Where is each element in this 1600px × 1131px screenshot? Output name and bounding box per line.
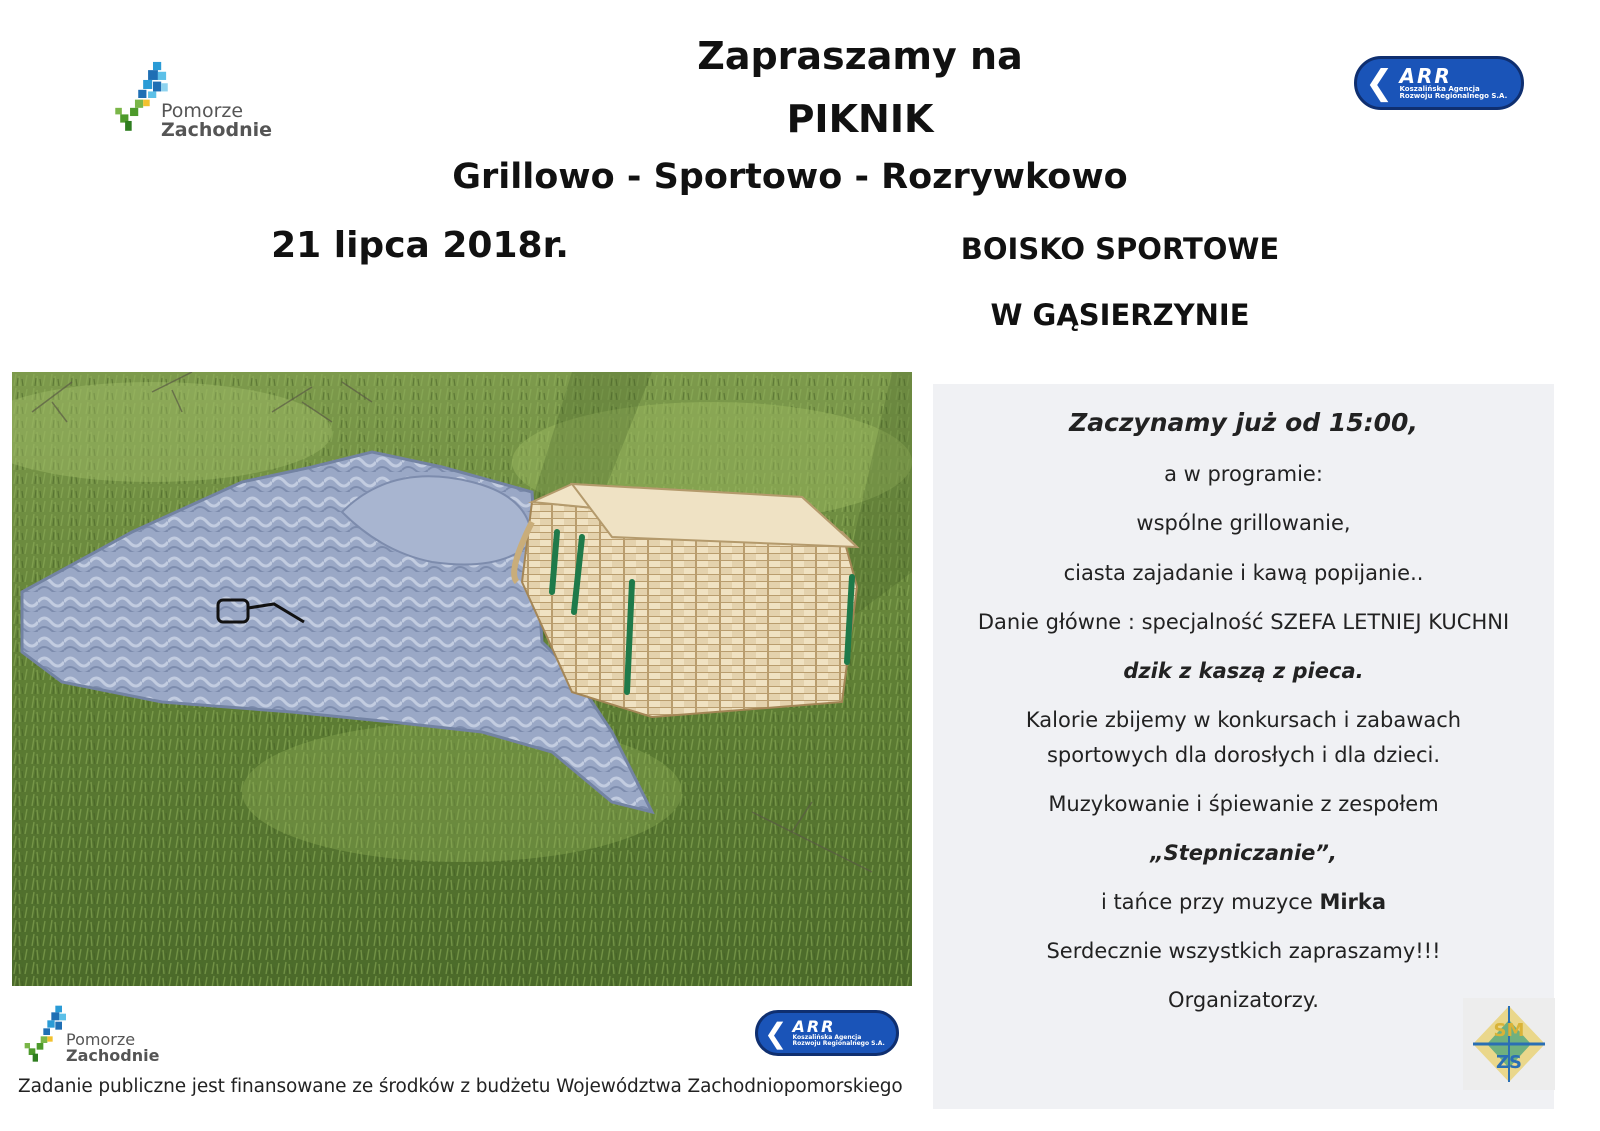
program-dish-name: dzik z kaszą z pieca. — [1123, 659, 1364, 683]
program-item-grill: wspólne grillowanie, — [1136, 511, 1351, 535]
arr-wordmark: ARR — [1399, 64, 1452, 88]
program-band: „Stepniczanie”, — [1150, 841, 1337, 865]
zachodnie-label: Zachodnie — [161, 119, 272, 141]
smzs-top-label: SM — [1493, 1020, 1525, 1041]
pomorze-zachodnie-logo — [112, 40, 272, 144]
program-dance-name: Mirka — [1319, 890, 1387, 914]
program-closing: Serdecznie wszystkich zapraszamy!!! — [1046, 939, 1441, 963]
footer-pomorze-label: Pomorze — [66, 1030, 136, 1049]
program-intro: a w programie: — [1164, 462, 1323, 486]
program-calories-1: Kalorie zbijemy w konkursach i zabawach — [1025, 708, 1462, 732]
program-main-dish: Danie główne : specjalność SZEFA LETNIEJ KUCHNI — [977, 610, 1510, 634]
picnic-photo — [12, 372, 912, 986]
program-dance-prefix: i tańce przy muzyce — [1100, 890, 1320, 914]
footer-arr-logo — [755, 1010, 899, 1056]
smzs-logo — [1463, 998, 1555, 1090]
arr-chevron-icon: ❮ — [1365, 63, 1394, 103]
arr-name-line-1: Koszalińska Agencja — [1399, 85, 1480, 93]
smzs-mark-icon — [1463, 998, 1555, 1090]
footer-arr-name-line-2: Rozwoju Regionalnego S.A. — [792, 1040, 885, 1047]
venue-line-1: BOISKO SPORTOWE — [960, 232, 1280, 266]
footer-arr-chevron-icon: ❮ — [764, 1016, 788, 1050]
smzs-bottom-label: ZS — [1495, 1052, 1523, 1073]
event-title: PIKNIK — [786, 97, 934, 141]
pomorze-label: Pomorze — [161, 100, 244, 122]
footer-pomorze-zachodnie-logo — [22, 1000, 182, 1066]
event-subtitle: Grillowo - Sportowo - Rozrywkowo — [452, 157, 1128, 197]
program-dance — [933, 890, 1554, 914]
program-signature: Organizatorzy. — [1168, 988, 1319, 1012]
program-panel — [933, 384, 1554, 1109]
program-calories-2: sportowych dla dorosłych i dla dzieci. — [1046, 743, 1441, 767]
arr-logo — [1354, 56, 1524, 110]
event-date: 21 lipca 2018r. — [271, 225, 569, 266]
funding-note: Zadanie publiczne jest finansowane ze środków z budżetu Województwa Zachodniopomorskiego — [18, 1076, 903, 1097]
program-music: Muzykowanie i śpiewanie z zespołem — [1048, 792, 1439, 816]
footer-zachodnie-label: Zachodnie — [66, 1046, 160, 1065]
program-item-cake: ciasta zajadanie i kawą popijanie.. — [1063, 561, 1424, 585]
start-time: Zaczynamy już od 15:00, — [1069, 408, 1418, 437]
footer-arr-wordmark: ARR — [792, 1017, 836, 1036]
venue-line-2: W GĄSIERZYNIE — [990, 298, 1250, 332]
footer-arr-name-line-1: Koszalińska Agencja — [792, 1034, 862, 1041]
header-invite: Zapraszamy na — [697, 34, 1023, 78]
footer-pomorze-zachodnie-mark-icon — [22, 1004, 70, 1066]
arr-name-line-2: Rozwoju Regionalnego S.A. — [1399, 92, 1508, 100]
